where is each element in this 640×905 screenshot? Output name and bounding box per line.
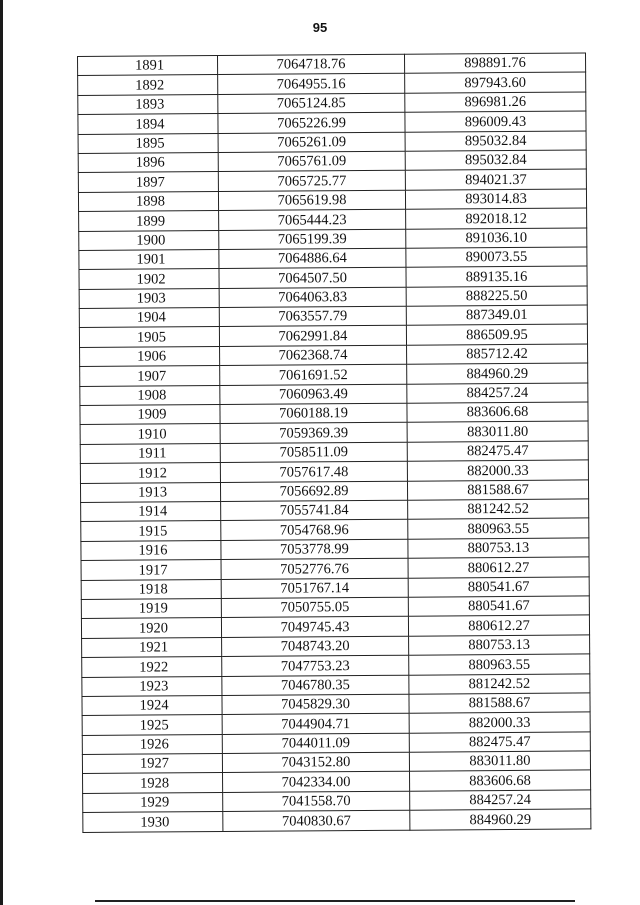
- value-a-cell: 7046780.35: [222, 675, 409, 696]
- value-a-cell: 7049745.43: [221, 617, 408, 638]
- value-a-cell: 7040830.67: [223, 810, 410, 831]
- table-row: [83, 809, 591, 832]
- year-cell: 1891: [78, 56, 218, 76]
- value-a-cell: 7065199.39: [219, 229, 406, 250]
- value-a-cell: 7045829.30: [222, 694, 409, 715]
- page-number: 95: [312, 20, 328, 35]
- value-a-cell: 7060963.49: [220, 384, 407, 405]
- year-cell: 1920: [81, 618, 221, 638]
- year-cell: 1904: [79, 308, 219, 328]
- value-a-cell: 7055741.84: [221, 500, 408, 521]
- value-a-cell: 7042334.00: [223, 772, 410, 793]
- value-b-cell: 881588.67: [409, 693, 590, 714]
- year-cell: 1906: [80, 346, 220, 366]
- year-cell: 1903: [79, 288, 219, 308]
- year-cell: 1913: [80, 482, 220, 502]
- year-cell: 1918: [81, 579, 221, 599]
- year-cell: 1926: [82, 734, 222, 754]
- year-cell: 1909: [80, 405, 220, 425]
- year-cell: 1924: [82, 695, 222, 715]
- value-a-cell: 7065761.09: [218, 151, 405, 172]
- value-a-cell: 7053778.99: [221, 539, 408, 560]
- year-cell: 1915: [81, 521, 221, 541]
- value-a-cell: 7050755.05: [221, 597, 408, 618]
- value-a-cell: 7064063.83: [219, 287, 406, 308]
- value-a-cell: 7062991.84: [219, 326, 406, 347]
- year-cell: 1914: [81, 501, 221, 521]
- value-b-cell: 884960.29: [407, 363, 588, 384]
- year-cell: 1917: [81, 560, 221, 580]
- value-a-cell: 7062368.74: [220, 345, 407, 366]
- value-a-cell: 7061691.52: [220, 364, 407, 385]
- value-a-cell: 7064886.64: [219, 248, 406, 269]
- year-cell: 1916: [81, 540, 221, 560]
- year-cell: 1923: [82, 676, 222, 696]
- value-b-cell: 891036.10: [406, 227, 587, 248]
- value-b-cell: 881242.52: [408, 499, 589, 520]
- value-b-cell: 895032.84: [405, 150, 586, 171]
- value-b-cell: 880541.67: [408, 576, 589, 597]
- year-cell: 1895: [78, 133, 218, 153]
- year-cell: 1905: [79, 327, 219, 347]
- value-a-cell: 7065124.85: [218, 93, 405, 114]
- value-a-cell: 7065444.23: [219, 209, 406, 230]
- year-cell: 1912: [80, 463, 220, 483]
- value-b-cell: 894021.37: [405, 169, 586, 190]
- value-b-cell: 883606.68: [410, 770, 591, 791]
- year-cell: 1910: [80, 424, 220, 444]
- year-cell: 1922: [82, 657, 222, 677]
- value-b-cell: 886509.95: [406, 324, 587, 345]
- year-cell: 1908: [80, 385, 220, 405]
- value-b-cell: 893014.83: [405, 189, 586, 210]
- year-cell: 1921: [82, 637, 222, 657]
- coordinate-table: [77, 52, 591, 832]
- year-cell: 1900: [79, 230, 219, 250]
- year-cell: 1907: [80, 366, 220, 386]
- value-a-cell: 7054768.96: [221, 520, 408, 541]
- value-b-cell: 883011.80: [409, 751, 590, 772]
- value-b-cell: 883011.80: [407, 421, 588, 442]
- coordinate-table-container: [77, 52, 590, 832]
- value-b-cell: 884960.29: [410, 809, 591, 830]
- year-cell: 1899: [79, 211, 219, 231]
- year-cell: 1930: [83, 812, 223, 832]
- value-b-cell: 884257.24: [410, 790, 591, 811]
- year-cell: 1925: [82, 715, 222, 735]
- value-a-cell: 7058511.09: [220, 442, 407, 463]
- value-a-cell: 7048743.20: [222, 636, 409, 657]
- value-b-cell: 885712.42: [407, 344, 588, 365]
- year-cell: 1894: [78, 114, 218, 134]
- year-cell: 1893: [78, 94, 218, 114]
- value-a-cell: 7056692.89: [220, 481, 407, 502]
- value-a-cell: 7064507.50: [219, 268, 406, 289]
- table-body: [78, 53, 591, 832]
- value-a-cell: 7065226.99: [218, 112, 405, 133]
- year-cell: 1929: [83, 792, 223, 812]
- value-b-cell: 884257.24: [407, 383, 588, 404]
- value-b-cell: 892018.12: [406, 208, 587, 229]
- value-a-cell: 7064718.76: [218, 54, 405, 75]
- value-b-cell: 887349.01: [406, 305, 587, 326]
- value-a-cell: 7063557.79: [219, 306, 406, 327]
- year-cell: 1911: [80, 443, 220, 463]
- value-b-cell: 880612.27: [408, 615, 589, 636]
- value-b-cell: 896009.43: [405, 111, 586, 132]
- year-cell: 1896: [78, 152, 218, 172]
- value-b-cell: 889135.16: [406, 266, 587, 287]
- year-cell: 1919: [81, 598, 221, 618]
- value-a-cell: 7047753.23: [222, 655, 409, 676]
- value-a-cell: 7060188.19: [220, 403, 407, 424]
- value-b-cell: 895032.84: [405, 131, 586, 152]
- value-a-cell: 7043152.80: [222, 752, 409, 773]
- value-a-cell: 7057617.48: [220, 461, 407, 482]
- year-cell: 1897: [78, 172, 218, 192]
- value-a-cell: 7065261.09: [218, 132, 405, 153]
- value-a-cell: 7051767.14: [221, 578, 408, 599]
- value-a-cell: 7044904.71: [222, 713, 409, 734]
- value-b-cell: 882000.33: [407, 460, 588, 481]
- value-b-cell: 880541.67: [408, 596, 589, 617]
- value-b-cell: 880963.55: [408, 518, 589, 539]
- value-b-cell: 883606.68: [407, 402, 588, 423]
- value-a-cell: 7065725.77: [218, 171, 405, 192]
- year-cell: 1901: [79, 249, 219, 269]
- value-a-cell: 7065619.98: [218, 190, 405, 211]
- page-left-border: [0, 0, 3, 905]
- value-a-cell: 7052776.76: [221, 558, 408, 579]
- value-b-cell: 890073.55: [406, 247, 587, 268]
- year-cell: 1902: [79, 269, 219, 289]
- page-bottom-rule: [95, 900, 575, 902]
- value-b-cell: 880963.55: [409, 654, 590, 675]
- value-a-cell: 7044011.09: [222, 733, 409, 754]
- value-b-cell: 882475.47: [407, 441, 588, 462]
- value-b-cell: 896981.26: [405, 92, 586, 113]
- value-b-cell: 880753.13: [408, 538, 589, 559]
- value-b-cell: 897943.60: [405, 72, 586, 93]
- year-cell: 1898: [78, 191, 218, 211]
- value-b-cell: 880612.27: [408, 557, 589, 578]
- value-b-cell: 881242.52: [409, 673, 590, 694]
- year-cell: 1927: [82, 754, 222, 774]
- value-b-cell: 881588.67: [407, 480, 588, 501]
- value-b-cell: 898891.76: [404, 53, 585, 74]
- year-cell: 1892: [78, 75, 218, 95]
- value-b-cell: 882475.47: [409, 732, 590, 753]
- value-b-cell: 880753.13: [409, 635, 590, 656]
- value-a-cell: 7064955.16: [218, 74, 405, 95]
- value-b-cell: 888225.50: [406, 286, 587, 307]
- value-b-cell: 882000.33: [409, 712, 590, 733]
- value-a-cell: 7041558.70: [223, 791, 410, 812]
- year-cell: 1928: [83, 773, 223, 793]
- value-a-cell: 7059369.39: [220, 423, 407, 444]
